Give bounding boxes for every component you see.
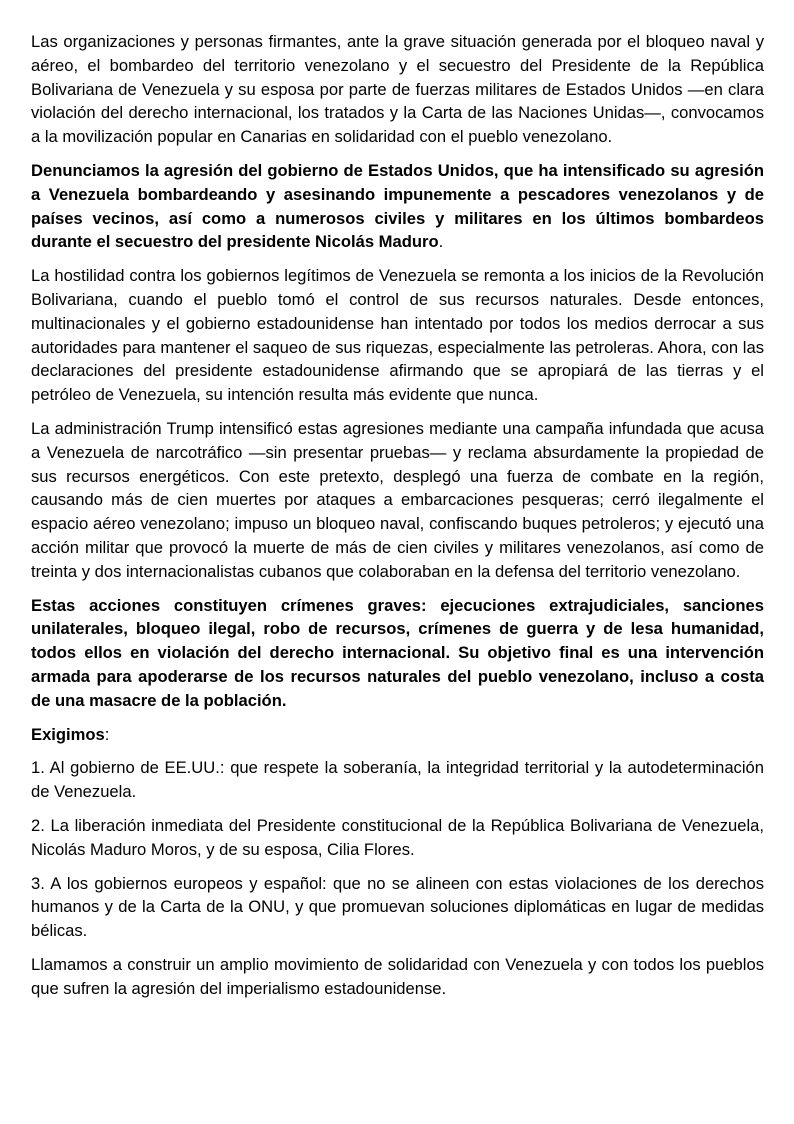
closing-paragraph: Llamamos a construir un amplio movimiento de solidaridad con Venezuela y con todos los pueblos que sufren la agresión del imperialismo estadounidense. (31, 954, 764, 998)
intro-paragraph: Las organizaciones y personas firmantes, ante la grave situación generada por el bloqueo naval y aéreo, el bombardeo del territorio venezolano y el secuestro del Presidente de la República Bolivariana de Venezuela y su esposa por parte de fuerzas militares de Estados Unidos —en clara violación del derecho internacional, los tratados y la Carta de las Naciones Unidas—, convocamos a la movilización popular en Canarias en solidaridad con el pueblo venezolano. (31, 32, 764, 147)
crimes-paragraph: Estas acciones constituyen crímenes graves: ejecuciones extrajudiciales, sanciones unilaterales, bloqueo ilegal, robo de recursos, crímenes de guerra y de lesa humanidad, todos ellos en violación del derecho internacional. Su objetivo final es una intervención armada para apoderarse de los recursos naturales del pueblo venezolano, incluso a costa de una masacre de la población. (31, 595, 764, 710)
demands-colon: : (104, 724, 110, 744)
demands-label: Exigimos (31, 724, 105, 744)
demands-heading (31, 723, 764, 747)
demand-item: 1. Al gobierno de EE.UU.: que respete la soberanía, la integridad territorial y la autodeterminación de Venezuela. (31, 758, 764, 802)
demand-item: 2. La liberación inmediata del Presidente constitucional de la República Bolivariana de Venezuela, Nicolás Maduro Moros, y de su esposa, Cilia Flores. (31, 815, 764, 859)
history-paragraph: La hostilidad contra los gobiernos legítimos de Venezuela se remonta a los inicios de la Revolución Bolivariana, cuando el pueblo tomó el control de sus recursos naturales. Desde entonces, multinacionales y el gobierno estadounidense han intentado por todos los medios derrocar a sus autoridades para mantener el saqueo de sus riquezas, especialmente las petroleras. Ahora, con las declaraciones del presidente estadounidense afirmando que se apropiará de las tierras y el petróleo de Venezuela, su intención resulta más evidente que nunca. (31, 266, 764, 405)
trump-administration-paragraph: La administración Trump intensificó estas agresiones mediante una campaña infundada que acusa a Venezuela de narcotráfico —sin presentar pruebas— y reclama absurdamente la propiedad de sus recursos energéticos. Con este pretexto, desplegó una fuerza de combate en la región, causando más de cien muertes por ataques a embarcaciones pesqueras; cerró ilegalmente el espacio aéreo venezolano; impuso un bloqueo naval, confiscando buques petroleros; y ejecutó una acción militar que provocó la muerte de más de cien civiles y militares venezolanos, así como de treinta y dos internacionalistas cubanos que colaboraban en la defensa del territorio venezolano. (31, 418, 764, 581)
denunciation-period: . (438, 232, 444, 252)
demand-item: 3. A los gobiernos europeos y español: que no se alineen con estas violaciones de los derechos humanos y de la Carta de la ONU, y que promuevan soluciones diplomáticas en lugar de medidas bélicas. (31, 873, 764, 941)
denunciation-paragraph (31, 159, 764, 254)
document-body (31, 30, 764, 1010)
denunciation-bold-text: Denunciamos la agresión del gobierno de Estados Unidos, que ha intensificado su agresión a Venezuela bombardeando y asesinando impunemente a pescadores venezolanos y de países vecinos, así como a numerosos civiles y militares en los últimos bombardeos durante el secuestro del presidente Nicolás Maduro (31, 160, 764, 252)
